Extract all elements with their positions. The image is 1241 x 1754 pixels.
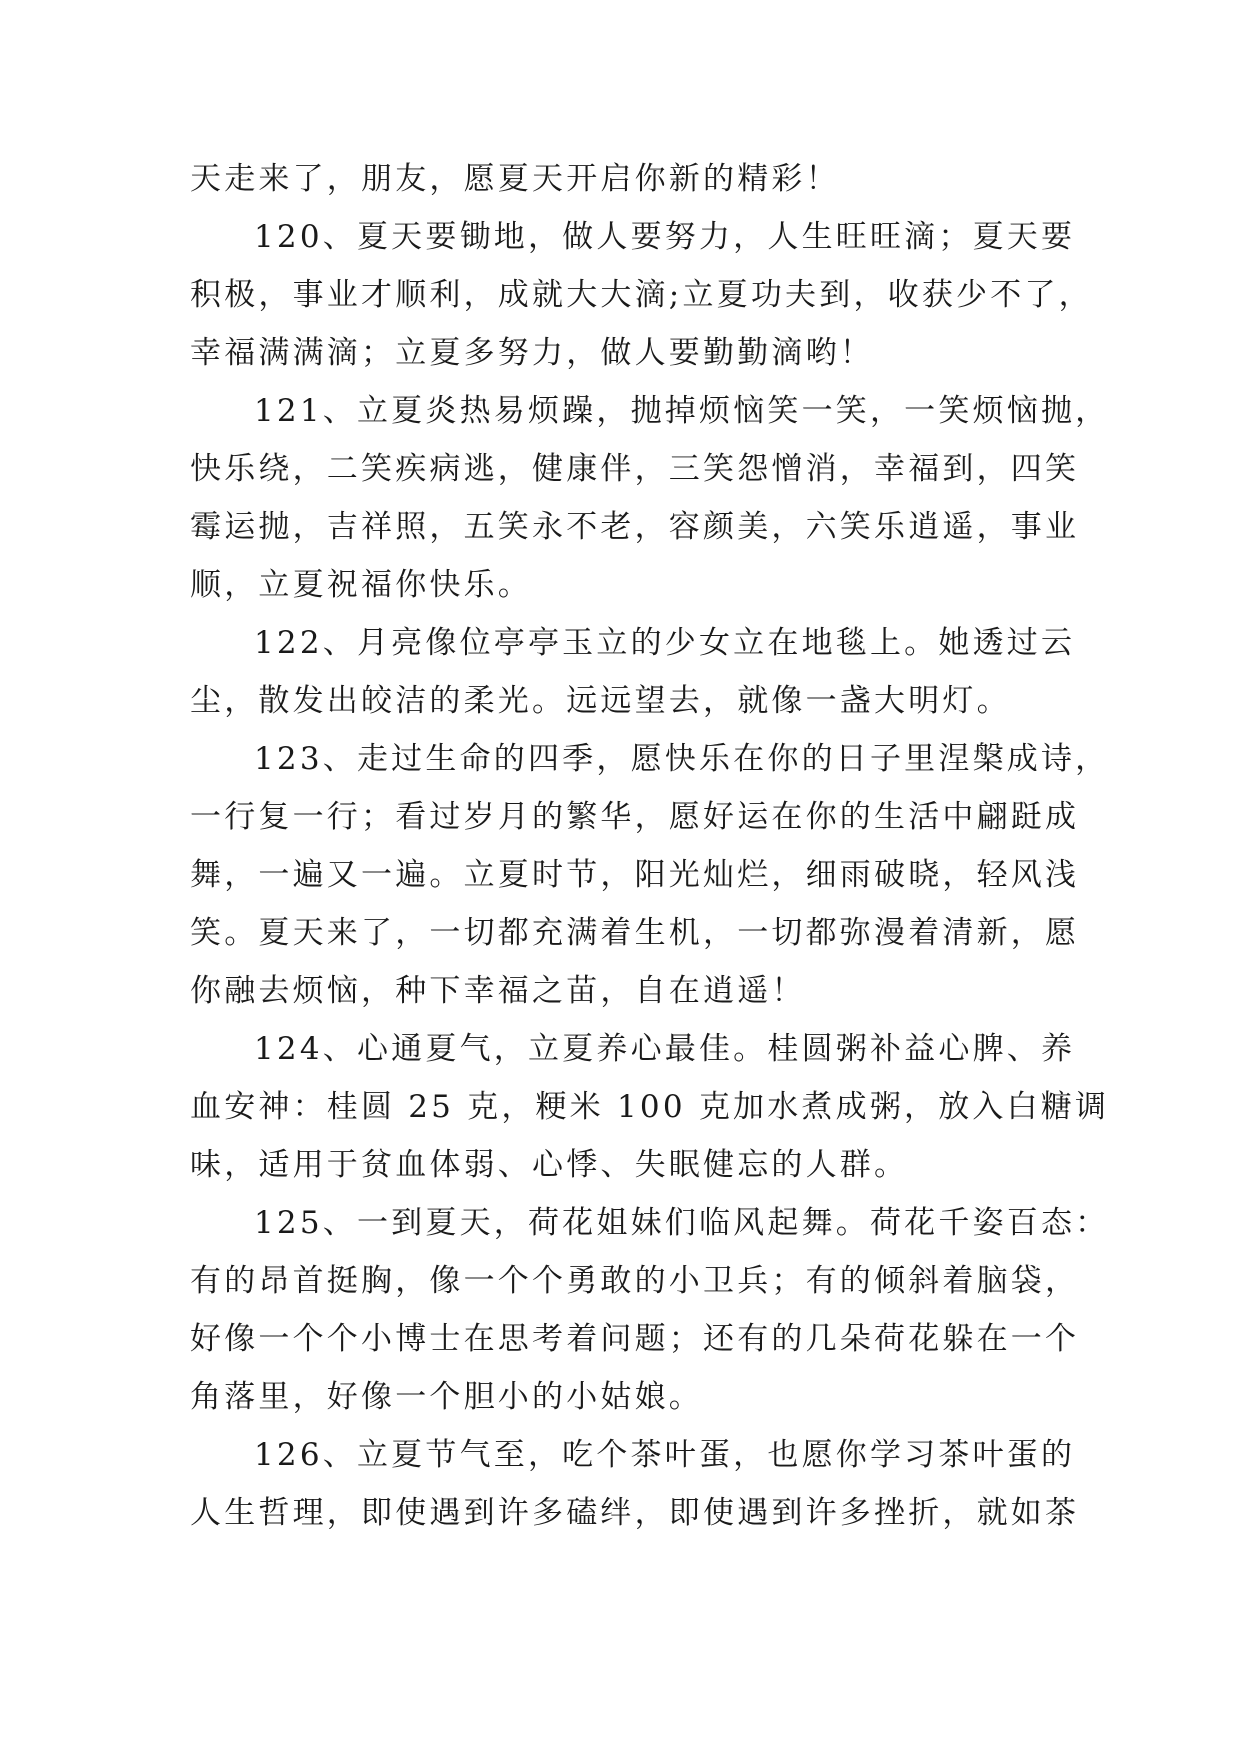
paragraph-122-start: 122、月亮像位亭亭玉立的少女立在地毯上。她透过云 xyxy=(254,625,1076,661)
text-line: 舞，一遍又一遍。立夏时节，阳光灿烂，细雨破晓，轻风浅 xyxy=(190,857,1080,893)
text-line: 好像一个个小博士在思考着问题；还有的几朵荷花躲在一个 xyxy=(190,1321,1080,1357)
text-line: 幸福满满滴；立夏多努力，做人要勤勤滴哟！ xyxy=(190,335,874,371)
text-line: 天走来了，朋友，愿夏天开启你新的精彩！ xyxy=(190,161,840,197)
text-line: 角落里，好像一个胆小的小姑娘。 xyxy=(190,1379,703,1415)
paragraph-120-start: 120、夏天要锄地，做人要努力，人生旺旺滴；夏天要 xyxy=(254,219,1076,255)
text-line: 尘，散发出皎洁的柔光。远远望去，就像一盏大明灯。 xyxy=(190,683,1011,719)
text-line: 人生哲理，即使遇到许多磕绊，即使遇到许多挫折，就如茶 xyxy=(190,1495,1080,1531)
paragraph-125-start: 125、一到夏天，荷花姐妹们临风起舞。荷花千姿百态： xyxy=(254,1205,1110,1241)
text-line: 顺，立夏祝福你快乐。 xyxy=(190,567,532,603)
text-line: 快乐绕，二笑疾病逃，健康伴，三笑怨憎消，幸福到，四笑 xyxy=(190,451,1080,487)
text-line: 血安神：桂圆 25 克，粳米 100 克加水煮成粥，放入白糖调 xyxy=(190,1089,1110,1125)
text-line: 味，适用于贫血体弱、心悸、失眠健忘的人群。 xyxy=(190,1147,909,1183)
text-line: 一行复一行；看过岁月的繁华，愿好运在你的生活中翩跹成 xyxy=(190,799,1080,835)
paragraph-124-start: 124、心通夏气，立夏养心最佳。桂圆粥补益心脾、养 xyxy=(254,1031,1076,1067)
text-line: 有的昂首挺胸，像一个个勇敢的小卫兵；有的倾斜着脑袋， xyxy=(190,1263,1080,1299)
text-line: 你融去烦恼，种下幸福之苗，自在逍遥！ xyxy=(190,973,806,1009)
text-line: 笑。夏天来了，一切都充满着生机，一切都弥漫着清新，愿 xyxy=(190,915,1080,951)
paragraph-121-start: 121、立夏炎热易烦躁，抛掉烦恼笑一笑，一笑烦恼抛， xyxy=(254,393,1110,429)
text-line: 霉运抛，吉祥照，五笑永不老，容颜美，六笑乐逍遥，事业 xyxy=(190,509,1080,545)
paragraph-126-start: 126、立夏节气至，吃个茶叶蛋，也愿你学习茶叶蛋的 xyxy=(254,1437,1076,1473)
paragraph-123-start: 123、走过生命的四季，愿快乐在你的日子里涅槃成诗， xyxy=(254,741,1110,777)
text-line: 积极，事业才顺利，成就大大滴;立夏功夫到，收获少不了， xyxy=(190,277,1093,313)
